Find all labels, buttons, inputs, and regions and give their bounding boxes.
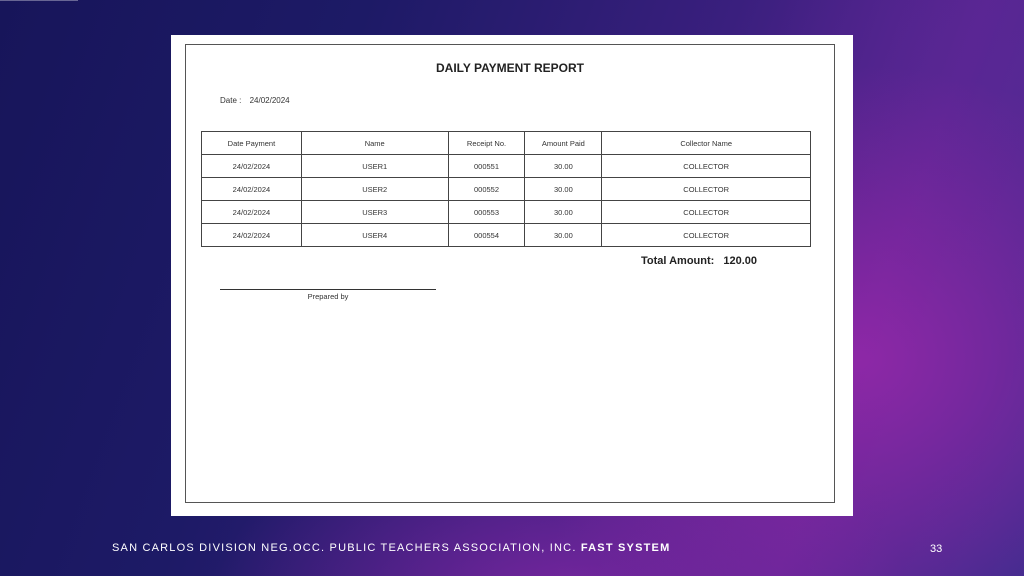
table-cell: 30.00 [525,155,602,178]
table-cell: COLLECTOR [602,201,811,224]
table-cell: USER3 [301,201,448,224]
table-cell: 30.00 [525,224,602,247]
column-header: Date Payment [202,132,302,155]
prepared-by-label: Prepared by [307,292,349,301]
report-title: DAILY PAYMENT REPORT [435,61,585,75]
table-cell: 30.00 [525,201,602,224]
table-cell: USER2 [301,178,448,201]
date-value: 24/02/2024 [249,96,290,105]
organization-name: SAN CARLOS DIVISION NEG.OCC. PUBLIC TEACHERS ASSOCIATION, INC. [112,542,577,554]
table-row [202,178,811,201]
table-cell: COLLECTOR [602,224,811,247]
total-amount [641,255,757,267]
report-document [171,35,853,516]
signature-line [220,289,436,290]
table-cell: 24/02/2024 [202,201,302,224]
date-label: Date : [220,96,242,105]
table-cell: 24/02/2024 [202,155,302,178]
table-cell: 24/02/2024 [202,178,302,201]
table-header-row [202,132,811,155]
table-row [202,201,811,224]
report-date [220,96,290,105]
column-header: Receipt No. [448,132,525,155]
payment-table [201,131,811,247]
table-cell: 24/02/2024 [202,224,302,247]
table-cell: 000553 [448,201,525,224]
table-cell: 30.00 [525,178,602,201]
table-row [202,155,811,178]
table-cell: 000552 [448,178,525,201]
table-cell: COLLECTOR [602,155,811,178]
report-page-border [185,44,835,503]
table-cell: 000554 [448,224,525,247]
slide-page-number: 33 [930,543,943,555]
brand-name: FAST SYSTEM [580,542,671,554]
slide-footer [112,542,670,554]
total-amount-label: Total Amount: [641,255,715,267]
table-cell: USER1 [301,155,448,178]
corner-decoration-line [0,0,78,1]
table-cell: COLLECTOR [602,178,811,201]
table-cell: 000551 [448,155,525,178]
table-cell: USER4 [301,224,448,247]
column-header: Name [301,132,448,155]
table-row [202,224,811,247]
total-amount-value: 120.00 [723,255,758,267]
column-header: Amount Paid [525,132,602,155]
column-header: Collector Name [602,132,811,155]
